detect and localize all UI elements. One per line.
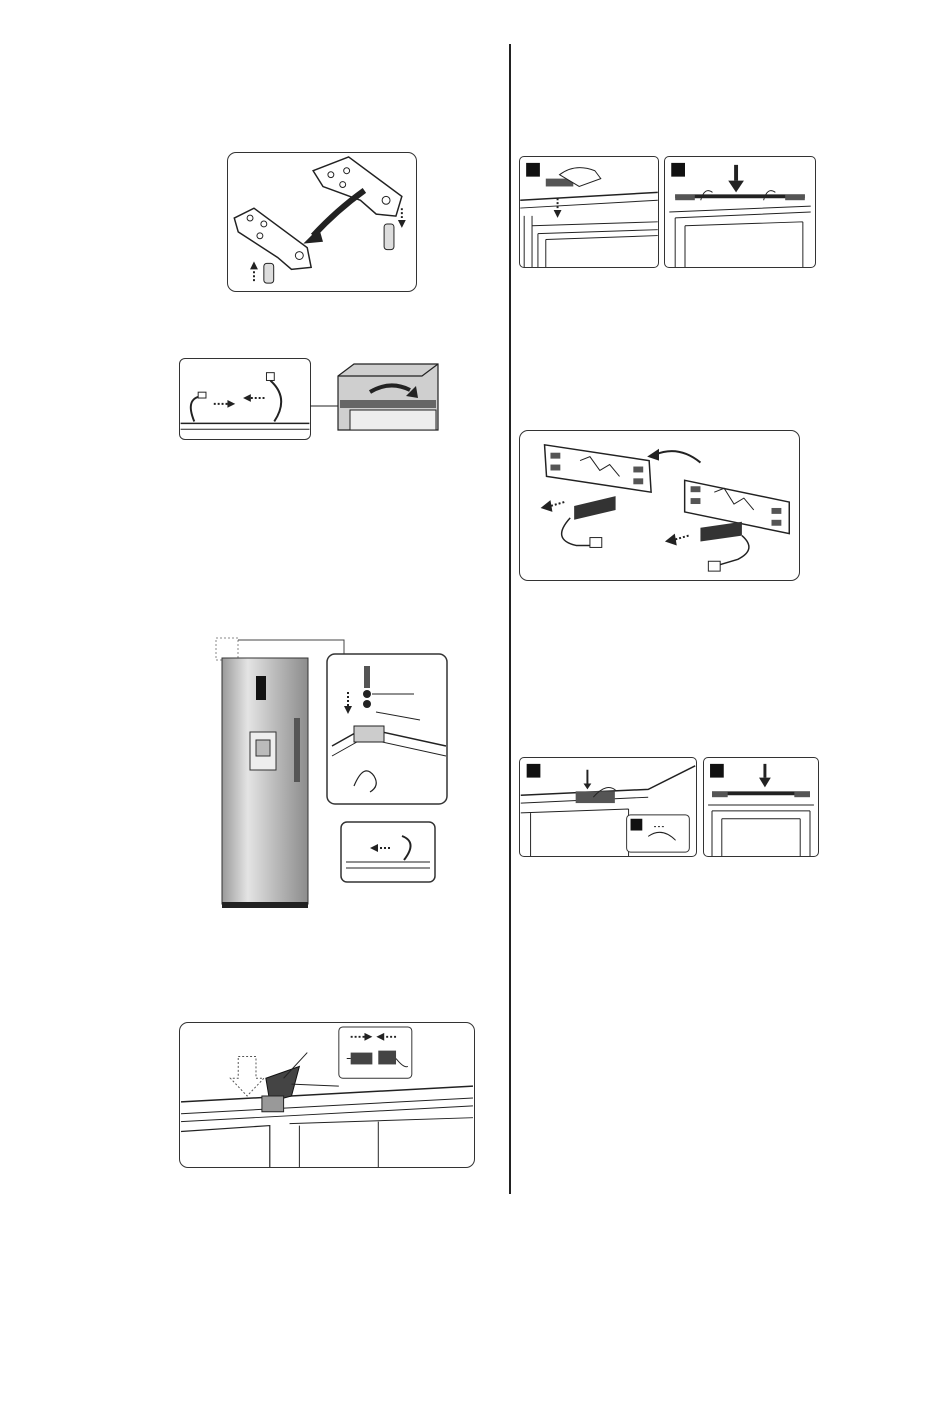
hinge-swap-figure (227, 152, 417, 292)
cable-routing-figure (179, 358, 311, 440)
step-badge-c (527, 764, 541, 778)
top-cover-refit-b-illustration (704, 758, 818, 856)
fridge-top-hinge-figure (214, 636, 450, 912)
top-cover-refit-step-a (519, 757, 697, 857)
top-cover-removal-a-illustration (520, 157, 658, 267)
top-cover-refit-a-illustration (520, 758, 696, 856)
step-badge-e (710, 764, 724, 778)
cable-routing-fridge-corner (310, 362, 440, 430)
top-cover-removal-step-b (664, 156, 816, 268)
light-module-swap-figure (519, 430, 800, 581)
connector-plug-figure (179, 1022, 475, 1168)
step-badge-d (631, 819, 643, 831)
light-module-swap-illustration (520, 431, 799, 580)
top-cover-removal-step-a (519, 156, 659, 268)
top-cover-removal-b-illustration (665, 157, 815, 267)
hinge-swap-illustration (228, 153, 416, 291)
step-badge-b (671, 163, 685, 177)
cable-routing-illustration (180, 359, 310, 439)
step-badge-a (526, 163, 540, 177)
connector-plug-illustration (180, 1023, 474, 1167)
column-divider (509, 44, 511, 1194)
top-cover-refit-step-b (703, 757, 819, 857)
